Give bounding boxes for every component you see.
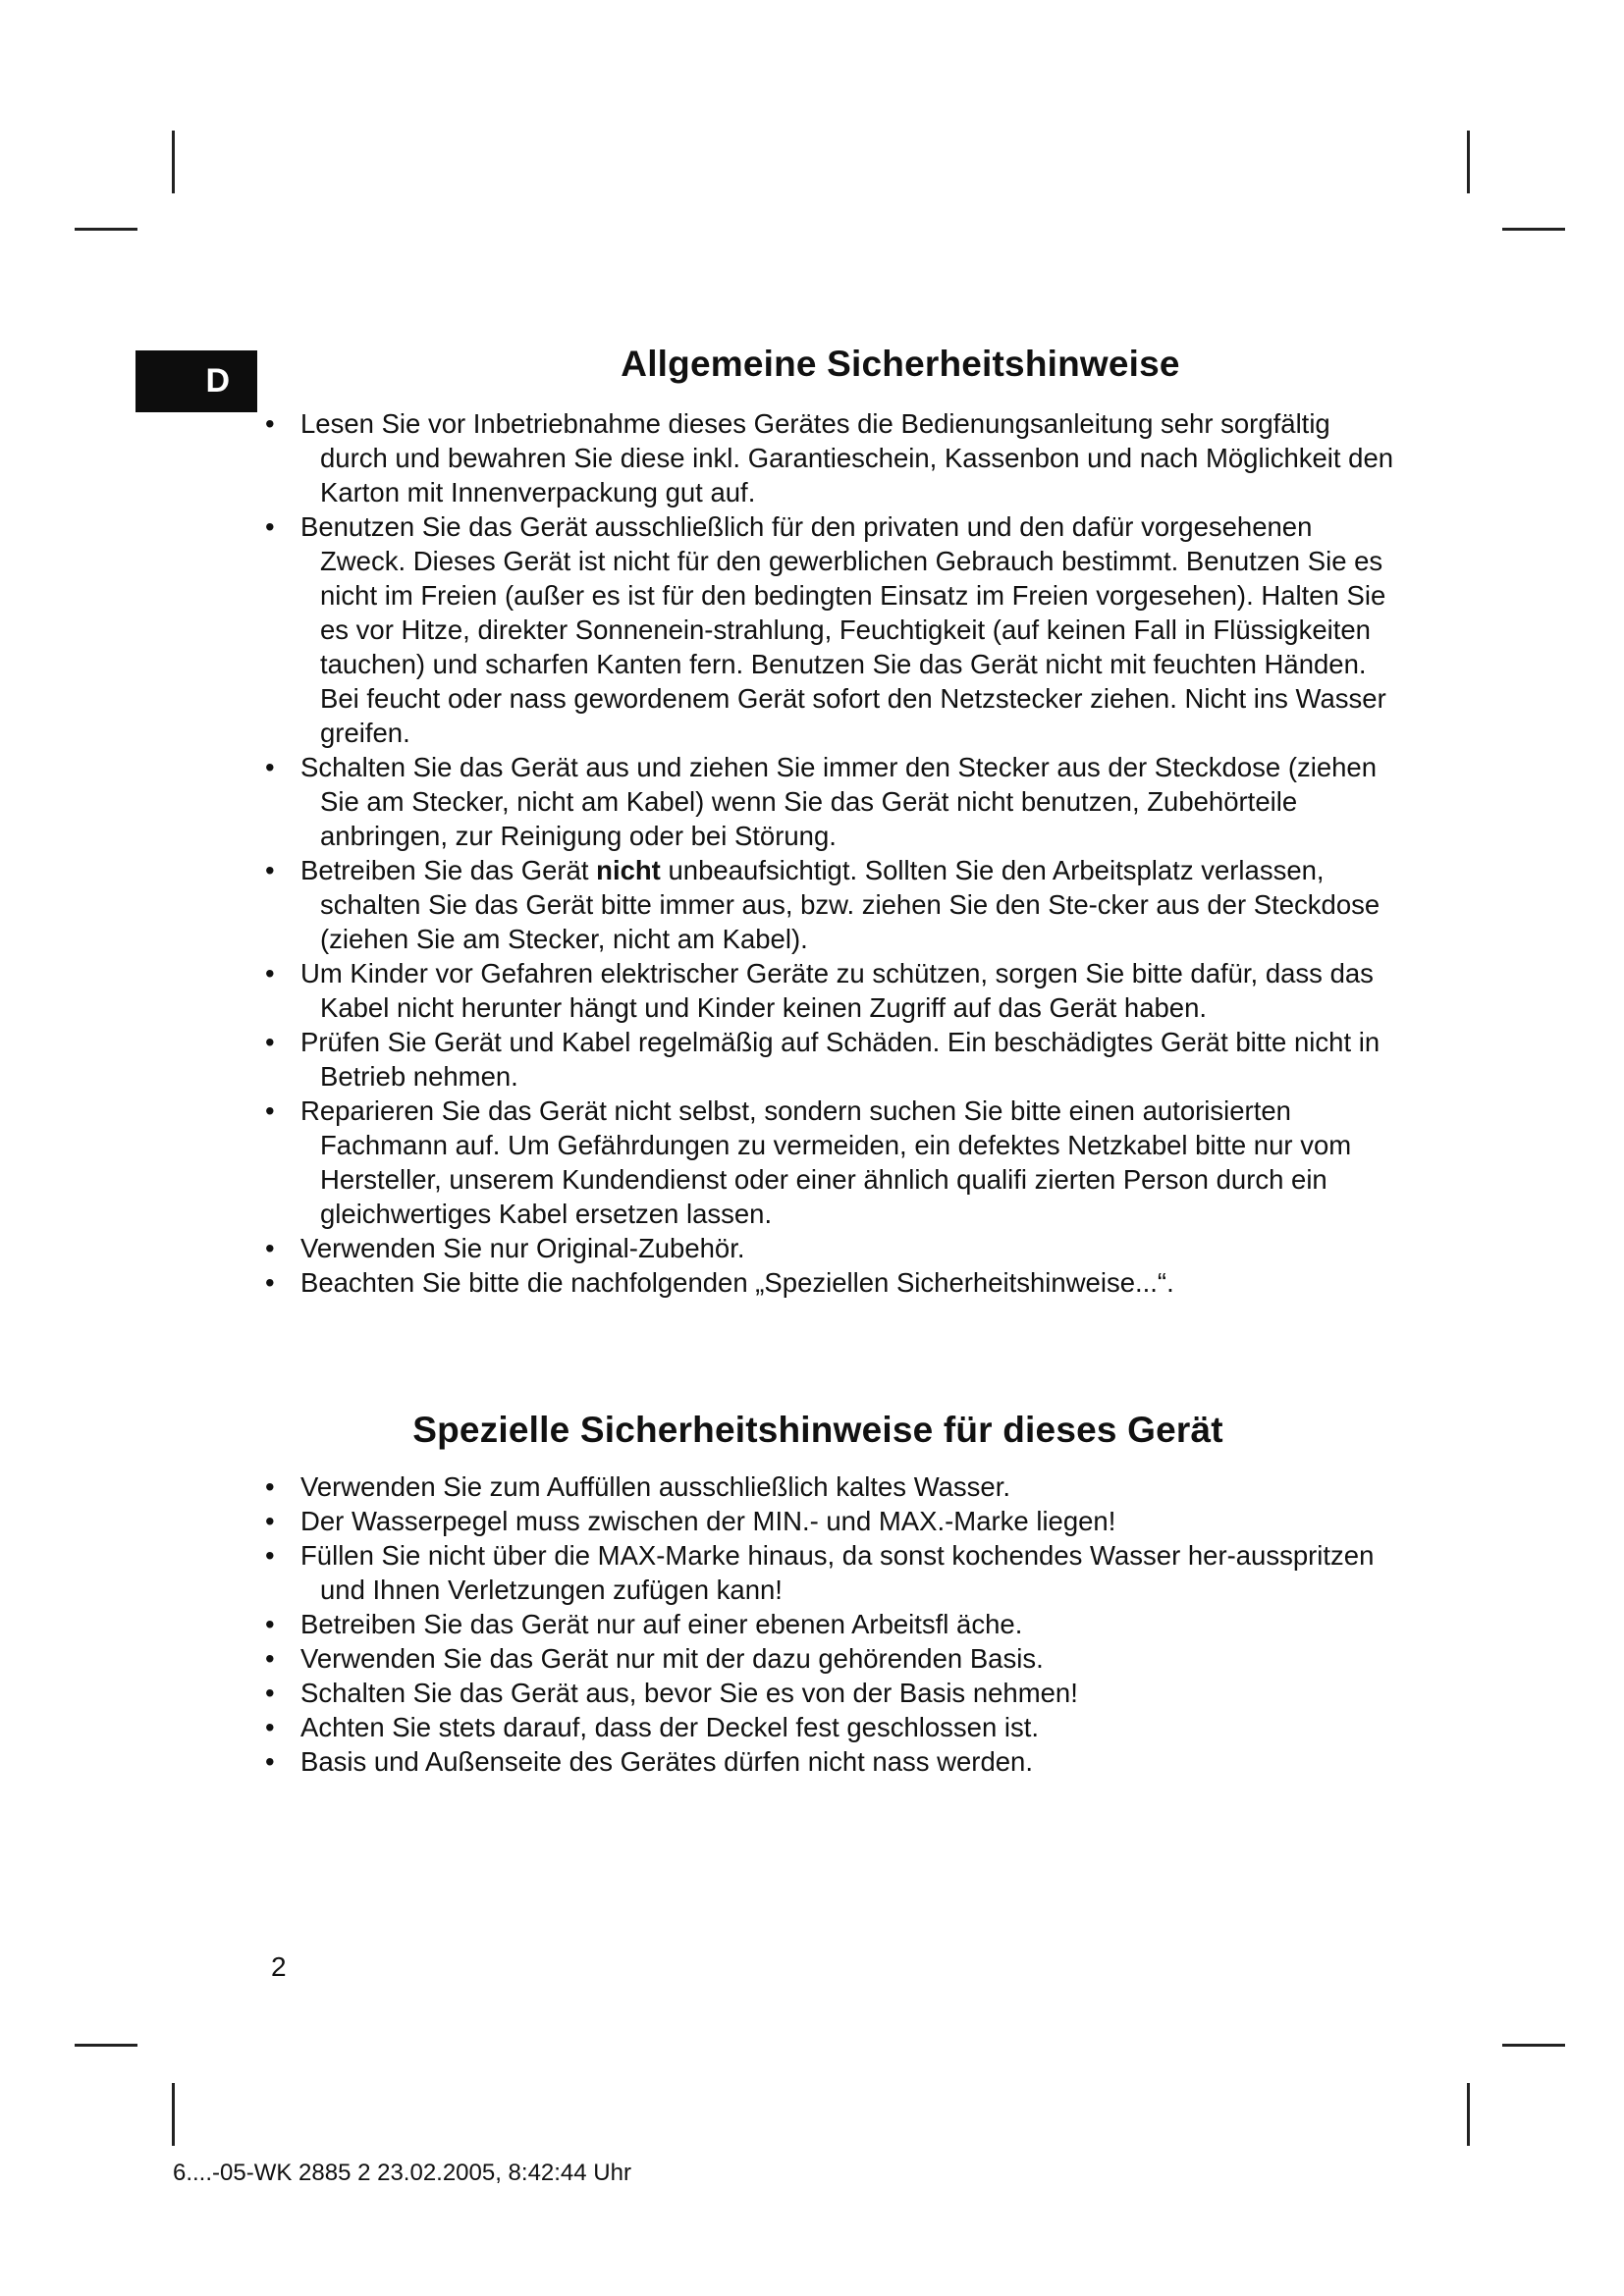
- list-item-text: Verwenden Sie das Gerät nur mit der dazu gehörenden Basis.: [300, 1643, 1044, 1674]
- list-item-text: Betreiben Sie das Gerät nur auf einer ebenen Arbeitsfl äche.: [300, 1609, 1023, 1639]
- crop-mark-bottom-left-vertical: [172, 2083, 175, 2146]
- bullet: •: [265, 1712, 275, 1742]
- list-item-text: Verwenden Sie nur Original-Zubehör.: [300, 1233, 745, 1263]
- list-item-text-after: unbeaufsichtigt. Sollten Sie den Arbeitsplatz verlassen, schalten Sie das Gerät bitte immer aus, bzw. ziehen Sie den Ste-cker aus der Steckdose (ziehen Sie am Stecker, nicht am Kabel).: [320, 855, 1380, 954]
- list-item: [265, 1265, 1404, 1300]
- list-item-text: Schalten Sie das Gerät aus, bevor Sie es von der Basis nehmen!: [300, 1678, 1078, 1708]
- list-item-text-before: Betreiben Sie das Gerät: [300, 855, 597, 885]
- list-item: [265, 1676, 1404, 1710]
- list-item: [265, 406, 1404, 509]
- list-item-text: Achten Sie stets darauf, dass der Deckel fest geschlossen ist.: [300, 1712, 1040, 1742]
- bullet: •: [265, 1643, 275, 1674]
- crop-mark-top-right-vertical: [1467, 131, 1470, 193]
- section-title-general-safety: Allgemeine Sicherheitshinweise: [621, 344, 1180, 384]
- list-item: [265, 1025, 1404, 1094]
- bullet: •: [265, 752, 275, 782]
- list-item: [265, 1641, 1404, 1676]
- list-item-text: Der Wasserpegel muss zwischen der MIN.- und MAX.-Marke liegen!: [300, 1506, 1116, 1536]
- bullet: •: [265, 958, 275, 988]
- list-item-text: Verwenden Sie zum Auffüllen ausschließlich kaltes Wasser.: [300, 1471, 1011, 1502]
- list-item: [265, 1504, 1404, 1538]
- crop-mark-bottom-left-horizontal: [75, 2044, 137, 2047]
- bullet: •: [265, 1746, 275, 1777]
- list-item-text: Um Kinder vor Gefahren elektrischer Geräte zu schützen, sorgen Sie bitte dafür, dass das Kabel nicht herunter hängt und Kinder keinen Zugriff auf das Gerät haben.: [300, 958, 1374, 1023]
- general-safety-list: [265, 406, 1404, 1300]
- list-item: [265, 1538, 1404, 1607]
- bullet: •: [265, 1233, 275, 1263]
- list-item: [265, 1231, 1404, 1265]
- crop-mark-bottom-right-vertical: [1467, 2083, 1470, 2146]
- list-item-text: Prüfen Sie Gerät und Kabel regelmäßig auf Schäden. Ein beschädigtes Gerät bitte nicht in Betrieb nehmen.: [300, 1027, 1380, 1092]
- bullet: •: [265, 1678, 275, 1708]
- list-item: [265, 750, 1404, 853]
- crop-mark-bottom-right-horizontal: [1502, 2044, 1565, 2047]
- list-item: [265, 956, 1404, 1025]
- section-title-special-safety: Spezielle Sicherheitshinweise für dieses Gerät: [412, 1410, 1223, 1450]
- list-item-text: Lesen Sie vor Inbetriebnahme dieses Gerätes die Bedienungsanleitung sehr sorgfältig durch und bewahren Sie diese inkl. Garantieschein, Kassenbon und nach Möglichkeit den Karton mit Innenverpackung gut auf.: [300, 408, 1394, 507]
- bullet: •: [265, 511, 275, 542]
- bullet: •: [265, 1471, 275, 1502]
- list-item-text-bold: nicht: [596, 855, 661, 885]
- list-item: [265, 1710, 1404, 1744]
- list-item: [265, 1469, 1404, 1504]
- bullet: •: [265, 408, 275, 439]
- language-tab-label: D: [205, 362, 230, 400]
- list-item-text: Reparieren Sie das Gerät nicht selbst, sondern suchen Sie bitte einen autorisierten Fachmann auf. Um Gefährdungen zu vermeiden, ein defektes Netzkabel bitte nur vom Hersteller, unserem Kundendienst oder einer ähnlich qualifi zierten Person durch ein gleichwertiges Kabel ersetzen lassen.: [300, 1095, 1352, 1229]
- bullet: •: [265, 1267, 275, 1298]
- bullet: •: [265, 1609, 275, 1639]
- crop-mark-top-left-vertical: [172, 131, 175, 193]
- list-item-text: Benutzen Sie das Gerät ausschließlich für den privaten und den dafür vorgesehenen Zweck. Dieses Gerät ist nicht für den gewerblichen Gebrauch bestimmt. Benutzen Sie es nicht im Freien (außer es ist für den bedingten Einsatz im Freien vorgesehen). Halten Sie es vor Hitze, direkter Sonnenein-strahlung, Feuchtigkeit (auf keinen Fall in Flüssigkeiten tauchen) und scharfen Kanten fern. Benutzen Sie das Gerät nicht mit feuchten Händen. Bei feucht oder nass gewordenem Gerät sofort den Netzstecker ziehen. Nicht ins Wasser greifen.: [300, 511, 1386, 748]
- list-item-text: Basis und Außenseite des Gerätes dürfen nicht nass werden.: [300, 1746, 1033, 1777]
- list-item-text: Füllen Sie nicht über die MAX-Marke hinaus, da sonst kochendes Wasser her-ausspritzen und Ihnen Verletzungen zufügen kann!: [300, 1540, 1375, 1605]
- bullet: •: [265, 1540, 275, 1571]
- crop-mark-top-left-horizontal: [75, 228, 137, 231]
- bullet: •: [265, 1095, 275, 1126]
- list-item: [265, 853, 1404, 956]
- bullet: •: [265, 855, 275, 885]
- crop-mark-top-right-horizontal: [1502, 228, 1565, 231]
- bullet: •: [265, 1506, 275, 1536]
- print-footer: 6....-05-WK 2885 2 23.02.2005, 8:42:44 Uhr: [173, 2160, 631, 2186]
- list-item: [265, 1094, 1404, 1231]
- bullet: •: [265, 1027, 275, 1057]
- list-item: [265, 509, 1404, 750]
- page-number: 2: [271, 1951, 287, 1982]
- special-safety-list: [265, 1469, 1404, 1779]
- list-item: [265, 1607, 1404, 1641]
- list-item-text: Beachten Sie bitte die nachfolgenden „Speziellen Sicherheitshinweise...“.: [300, 1267, 1174, 1298]
- list-item-text: Schalten Sie das Gerät aus und ziehen Sie immer den Stecker aus der Steckdose (ziehen Sie am Stecker, nicht am Kabel) wenn Sie das Gerät nicht benutzen, Zubehörteile anbringen, zur Reinigung oder bei Störung.: [300, 752, 1378, 851]
- list-item: [265, 1744, 1404, 1779]
